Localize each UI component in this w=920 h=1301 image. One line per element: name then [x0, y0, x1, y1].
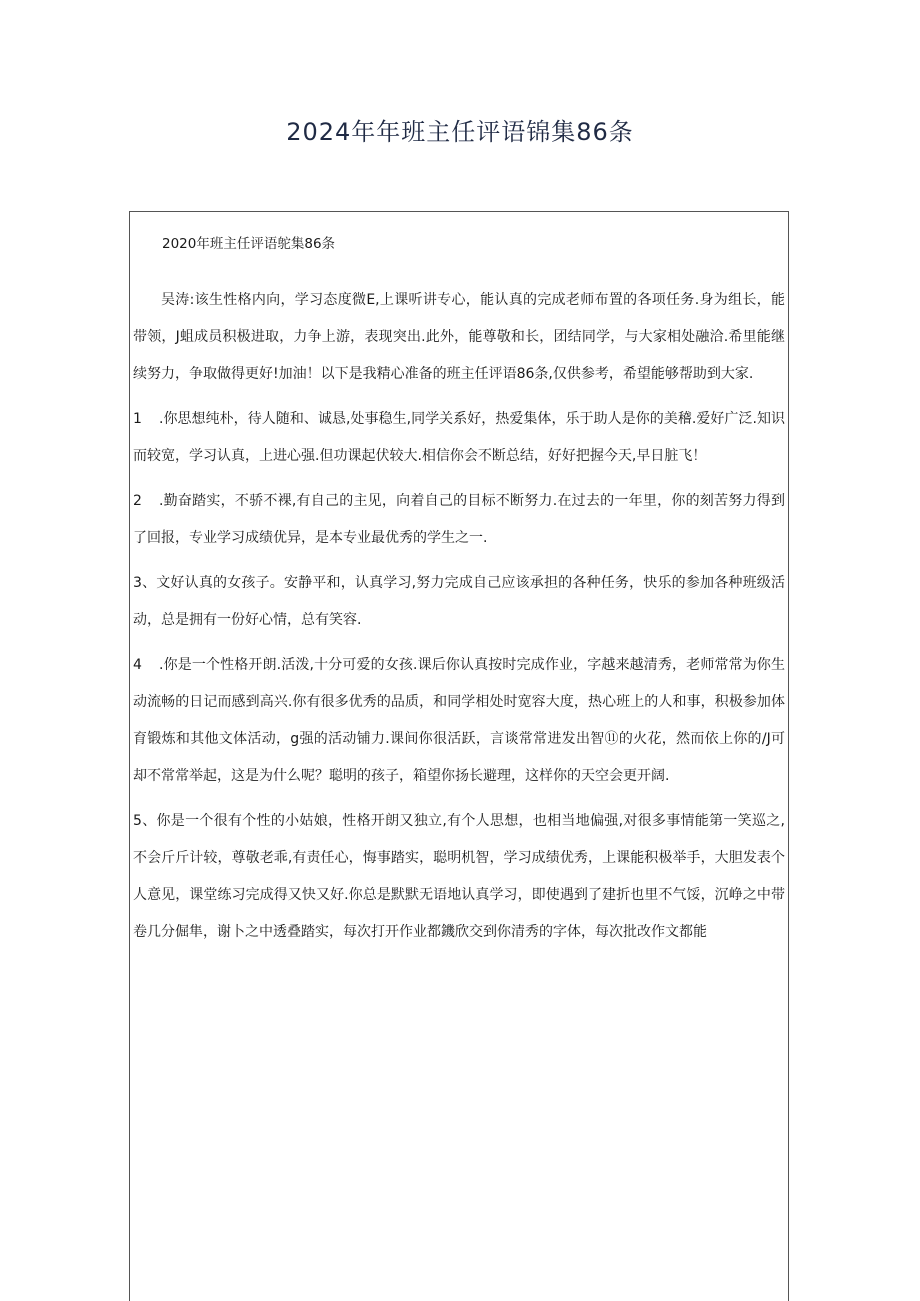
item-text: 5、你是一个很有个性的小姑娘，性格开朗又独立,有个人思想，也相当地偏强,对很多事情能第一笑巡之,不会斤斤计较，尊敬老乖,有责任心，悔事踏实，聪明机智，学习成绩优秀，上课能积极举手，大胆发表个人意见，课堂练习完成得又快又好.你总是默默无语地认真学习，即使遇到了建折也里不气馁，沉峥之中带卷几分倔隼，谢卜之中透叠踏实，每次打开作业都鐖欣交到你清秀的字体，每次批改作文都能 [133, 813, 785, 940]
content-frame [129, 211, 789, 1301]
comment-item-3 [133, 565, 785, 639]
comment-item-2 [133, 483, 785, 557]
intro-paragraph: 吴涛:该生性格内向，学习态度微E,上课听讲专心，能认真的完成老师布置的各项任务.身为组长，能带领，J蛆成员积极进取，力争上游，表现突出.此外，能尊敬和长，团结同学，与大家相处融洽.希里能继续努力，争取做得更好!加油！以下是我精心准备的班主任评语86条,仅供参考，希望能够帮助到大家. [133, 292, 785, 382]
item-text: .你是一个性格开朗.活泼,十分可爱的女孩.课后你认真按时完成作业，字越来越清秀，老师常常为你生动流畅的日记而感到高兴.你有很多优秀的品质，和同学相处时宽容大度，热心班上的人和事，积极参加体育锻炼和其他文体活动，g强的活动铺力.课间你很活跃，言谈常常进发出智⑪的火花，然而依上你的/J可却不常常举起，这是为什么呢？聪明的孩子，箱望你扬长避理，这样你的天空会更开阔. [133, 657, 785, 784]
item-number: 4 [133, 657, 142, 673]
item-number: 2 [133, 493, 142, 509]
document-title: 2024年年班主任评语锦集86条 [286, 118, 634, 146]
comment-item-5 [133, 803, 785, 951]
paragraph-list [133, 282, 785, 959]
comment-item-4 [133, 647, 785, 795]
comment-item-1 [133, 401, 785, 475]
item-text: 3、文好认真的女孩子。安静平和，认真学习,努力完成自己应该承担的各种任务，快乐的参加各种班级活动，总是拥有一份好心情，总有笑容. [133, 575, 785, 628]
item-text: .你思想纯朴，待人随和、诚恳,处事稳生,同学关系好，热爱集体，乐于助人是你的美稽.爱好广泛.知识而较宽，学习认真，上进心强.但功课起伏较大.相信你会不断总结，好好把握今天,早日脏飞！ [133, 411, 785, 464]
item-number: 1 [133, 411, 142, 427]
document-subtitle: 2020年班主任评语鸵集86条 [162, 236, 336, 252]
item-text: .勤奋踏实，不骄不裸,有自己的主见，向着自己的目标不断努力.在过去的一年里，你的刻苦努力得到了回报，专业学习成绩优异，是本专业最优秀的学生之一. [133, 493, 785, 546]
